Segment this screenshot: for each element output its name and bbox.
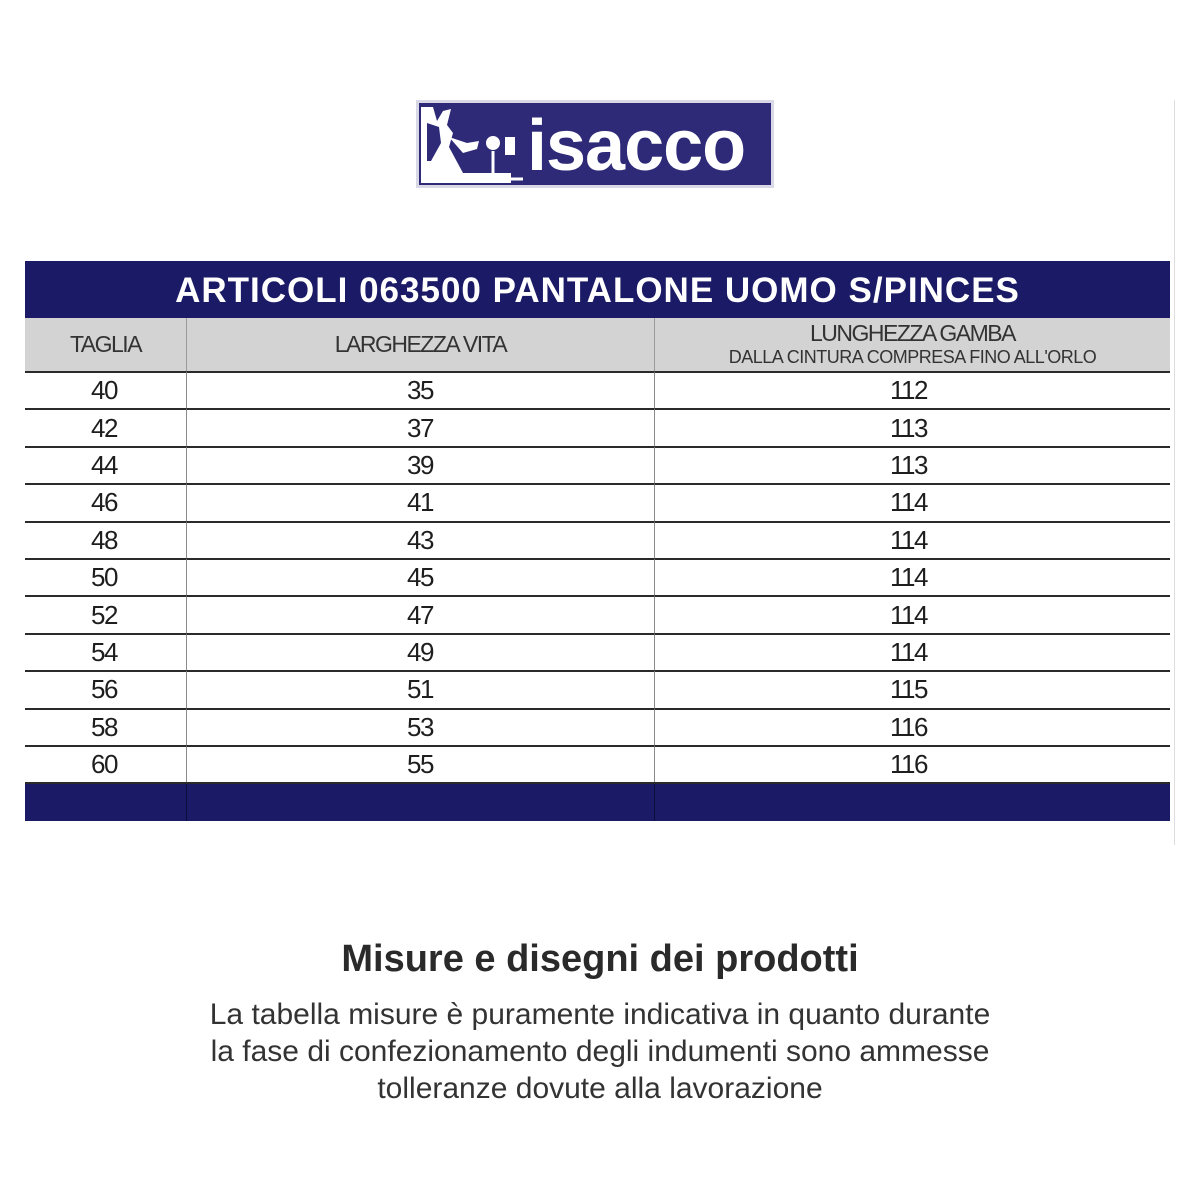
cell-size: 48 xyxy=(25,521,187,558)
footer-cell xyxy=(187,784,655,821)
header-waist: LARGHEZZA VITA xyxy=(187,318,655,371)
cell-leg: 114 xyxy=(655,558,1170,595)
cell-leg: 113 xyxy=(655,446,1170,483)
cell-size: 56 xyxy=(25,670,187,707)
cell-size: 52 xyxy=(25,595,187,632)
footer-cell xyxy=(25,784,187,821)
table-footer-bar xyxy=(25,782,1170,821)
size-table xyxy=(25,261,1170,821)
note-line: La tabella misure è puramente indicativa in quanto durante xyxy=(209,998,991,1031)
note-line: tolleranze dovute alla lavorazione xyxy=(377,1072,823,1105)
brand-logo xyxy=(416,100,774,188)
cell-size: 42 xyxy=(25,408,187,445)
cell-waist: 53 xyxy=(187,708,655,745)
table-body xyxy=(25,371,1170,782)
table-title: ARTICOLI 063500 PANTALONE UOMO S/PINCES xyxy=(25,261,1170,318)
cell-size: 58 xyxy=(25,708,187,745)
cell-waist: 39 xyxy=(187,446,655,483)
header-leg-title: LUNGHEZZA GAMBA xyxy=(810,320,1015,346)
cell-waist: 51 xyxy=(187,670,655,707)
cell-leg: 112 xyxy=(655,371,1170,408)
cell-waist: 43 xyxy=(187,521,655,558)
cell-leg: 116 xyxy=(655,708,1170,745)
cell-size: 40 xyxy=(25,371,187,408)
header-leg xyxy=(655,318,1170,371)
cell-size: 60 xyxy=(25,745,187,782)
right-edge-rule xyxy=(1174,100,1175,845)
cell-leg: 113 xyxy=(655,408,1170,445)
cell-waist: 41 xyxy=(187,483,655,520)
cell-waist: 35 xyxy=(187,371,655,408)
header-leg-subtitle: DALLA CINTURA COMPRESA FINO ALL'ORLO xyxy=(728,347,1097,367)
header-size: TAGLIA xyxy=(25,318,187,371)
cell-waist: 45 xyxy=(187,558,655,595)
cell-size: 50 xyxy=(25,558,187,595)
cell-waist: 55 xyxy=(187,745,655,782)
cell-size: 44 xyxy=(25,446,187,483)
cell-leg: 114 xyxy=(655,483,1170,520)
note-heading: Misure e disegni dei prodotti xyxy=(341,938,859,980)
cell-waist: 37 xyxy=(187,408,655,445)
cell-waist: 47 xyxy=(187,595,655,632)
footer-cell xyxy=(655,784,1170,821)
cell-waist: 49 xyxy=(187,633,655,670)
logo-text: isacco xyxy=(527,106,746,186)
cell-size: 46 xyxy=(25,483,187,520)
cell-size: 54 xyxy=(25,633,187,670)
cell-leg: 116 xyxy=(655,745,1170,782)
cell-leg: 114 xyxy=(655,595,1170,632)
cell-leg: 114 xyxy=(655,633,1170,670)
cell-leg: 115 xyxy=(655,670,1170,707)
table-header-row xyxy=(25,318,1170,371)
cell-leg: 114 xyxy=(655,521,1170,558)
note-line: la fase di confezionamento degli indumenti sono ammesse xyxy=(210,1035,990,1068)
